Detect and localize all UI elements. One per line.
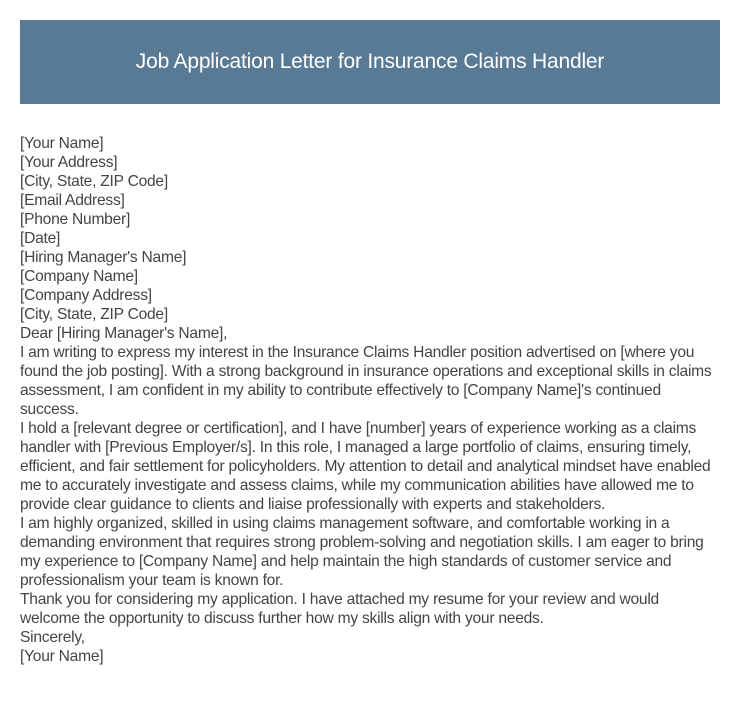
sender-phone: [Phone Number] <box>20 211 131 228</box>
paragraph-skills: I am highly organized, skilled in using claims management software, and comfortable working in a demanding environment that requires strong problem-solving and negotiation skills. I am eager to bring my experience to [Company Name] and help maintain the high standards of customer service and professionalism your team is known for. <box>20 515 704 589</box>
paragraph-intro: I am writing to express my interest in the Insurance Claims Handler position advertised on [where you found the job posting]. With a strong background in insurance operations and exceptional skills in claims assessment, I am confident in my ability to contribute effectively to [Company Name]'s continued success. <box>20 344 712 418</box>
letter-body <box>20 134 722 666</box>
signature: [Your Name] <box>20 648 104 665</box>
closing: Sincerely, <box>20 629 85 646</box>
sender-name: [Your Name] <box>20 135 104 152</box>
title-banner <box>20 20 720 104</box>
sender-email: [Email Address] <box>20 192 125 209</box>
page-title: Job Application Letter for Insurance Claims Handler <box>135 50 605 73</box>
sender-address: [Your Address] <box>20 154 118 171</box>
paragraph-experience: I hold a [relevant degree or certification], and I have [number] years of experience working as a claims handler with [Previous Employer/s]. In this role, I managed a large portfolio of claims, ensuring timely, efficient, and fair settlement for policyholders. My attention to detail and analytical mindset have enabled me to accurately investigate and assess claims, while my communication abilities have allowed me to provide clear guidance to clients and liaise professionally with experts and stakeholders. <box>20 420 711 513</box>
recipient-company-name: [Company Name] <box>20 268 138 285</box>
sender-city-state-zip: [City, State, ZIP Code] <box>20 173 168 190</box>
letter-date: [Date] <box>20 230 61 247</box>
paragraph-closing: Thank you for considering my application. I have attached my resume for your review and would welcome the opportunity to discuss further how my skills align with your needs. <box>20 591 659 627</box>
recipient-city-state-zip: [City, State, ZIP Code] <box>20 306 168 323</box>
recipient-company-address: [Company Address] <box>20 287 152 304</box>
salutation: Dear [Hiring Manager's Name], <box>20 325 228 342</box>
recipient-hiring-manager: [Hiring Manager's Name] <box>20 249 187 266</box>
